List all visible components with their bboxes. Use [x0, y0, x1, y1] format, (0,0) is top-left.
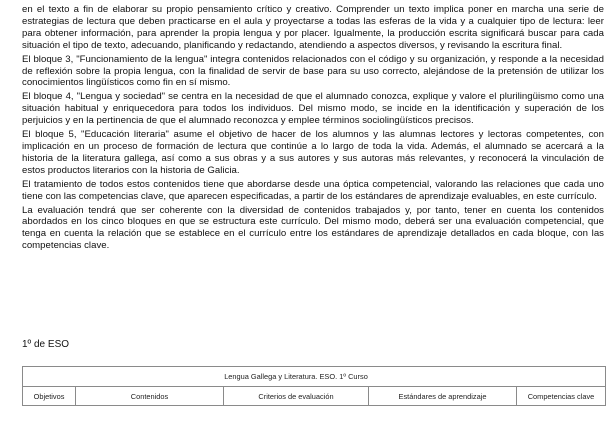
column-header-estandares: Estándares de aprendizaje	[369, 387, 517, 406]
curriculum-table	[22, 366, 606, 406]
column-header-objetivos: Objetivos	[23, 387, 76, 406]
paragraph: El tratamiento de todos estos contenidos tiene que abordarse desde una óptica competencial, valorando las relaciones que cada uno tiene con las competencias clave, que aparecen especificadas, a partir de los estándares de aprendizaje evaluables, en este currículo.	[22, 178, 604, 202]
column-header-contenidos: Contenidos	[76, 387, 224, 406]
table-title-row	[23, 367, 606, 387]
paragraph: El bloque 3, "Funcionamiento de la lengua" integra contenidos relacionados con el código y su organización, y responde a la necesidad de reflexión sobre la propia lengua, con la finalidad de servir de base para su uso correcto, alejándose de la pretensión de utilizar los conocimientos lingüísticos como fin en sí mismo.	[22, 53, 604, 89]
table-header-row	[23, 387, 606, 406]
column-header-competencias: Competencias clave	[517, 387, 606, 406]
paragraph: en el texto a fin de elaborar su propio pensamiento crítico y creativo. Comprender un texto implica poner en marcha una serie de estrategias de lectura que deben practicarse en el aula y proyectarse a todas las esferas de la vida y a cualquier tipo de lectura: leer para obtener información, para aprender la propia lengua y por placer. Igualmente, la producción escrita significará buscar para cada situación el tipo de texto, adecuando, planificando y redactando, atendiendo a aspectos diversos, y revisando la escritura final.	[22, 4, 604, 51]
paragraph: El bloque 5, "Educación literaria" asume el objetivo de hacer de los alumnos y las alumnas lectores y lectoras competentes, con implicación en un proceso de formación de lectura que continúe a lo largo de toda la vida. Además, el alumnado se acercará a la historia de la literatura gallega, así como a sus obras y a sus autores y sus autoras más relevantes, y reconocerá la vinculación de estos productos literarios con la historia de Galicia.	[22, 129, 604, 176]
document-body	[22, 4, 604, 254]
table-title: Lengua Gallega y Literatura. ESO. 1º Curso	[76, 367, 517, 387]
section-heading: 1º de ESO	[22, 339, 70, 350]
table-cell	[517, 367, 606, 387]
paragraph: El bloque 4, "Lengua y sociedad" se centra en la necesidad de que el alumnado conozca, explique y valore el plurilingüismo como una situación habitual y enriquecedora para todos los individuos. Del mismo modo, se incide en la identificación y superación de los perjuicios y en la pertinencia de que el alumnado reconozca y emplee términos sociolingüísticos precisos.	[22, 91, 604, 127]
table-cell	[23, 367, 76, 387]
column-header-criterios: Criterios de evaluación	[224, 387, 369, 406]
paragraph: La evaluación tendrá que ser coherente con la diversidad de contenidos trabajados y, por tanto, tener en cuenta los contenidos abordados en los cinco bloques en que se estructura este currículo. Del mismo modo, deberá ser una evaluación competencial, que tenga en cuenta la relación que se establece en el currículo entre los estándares de aprendizaje detallados en cada bloque, con las competencias clave.	[22, 204, 604, 252]
